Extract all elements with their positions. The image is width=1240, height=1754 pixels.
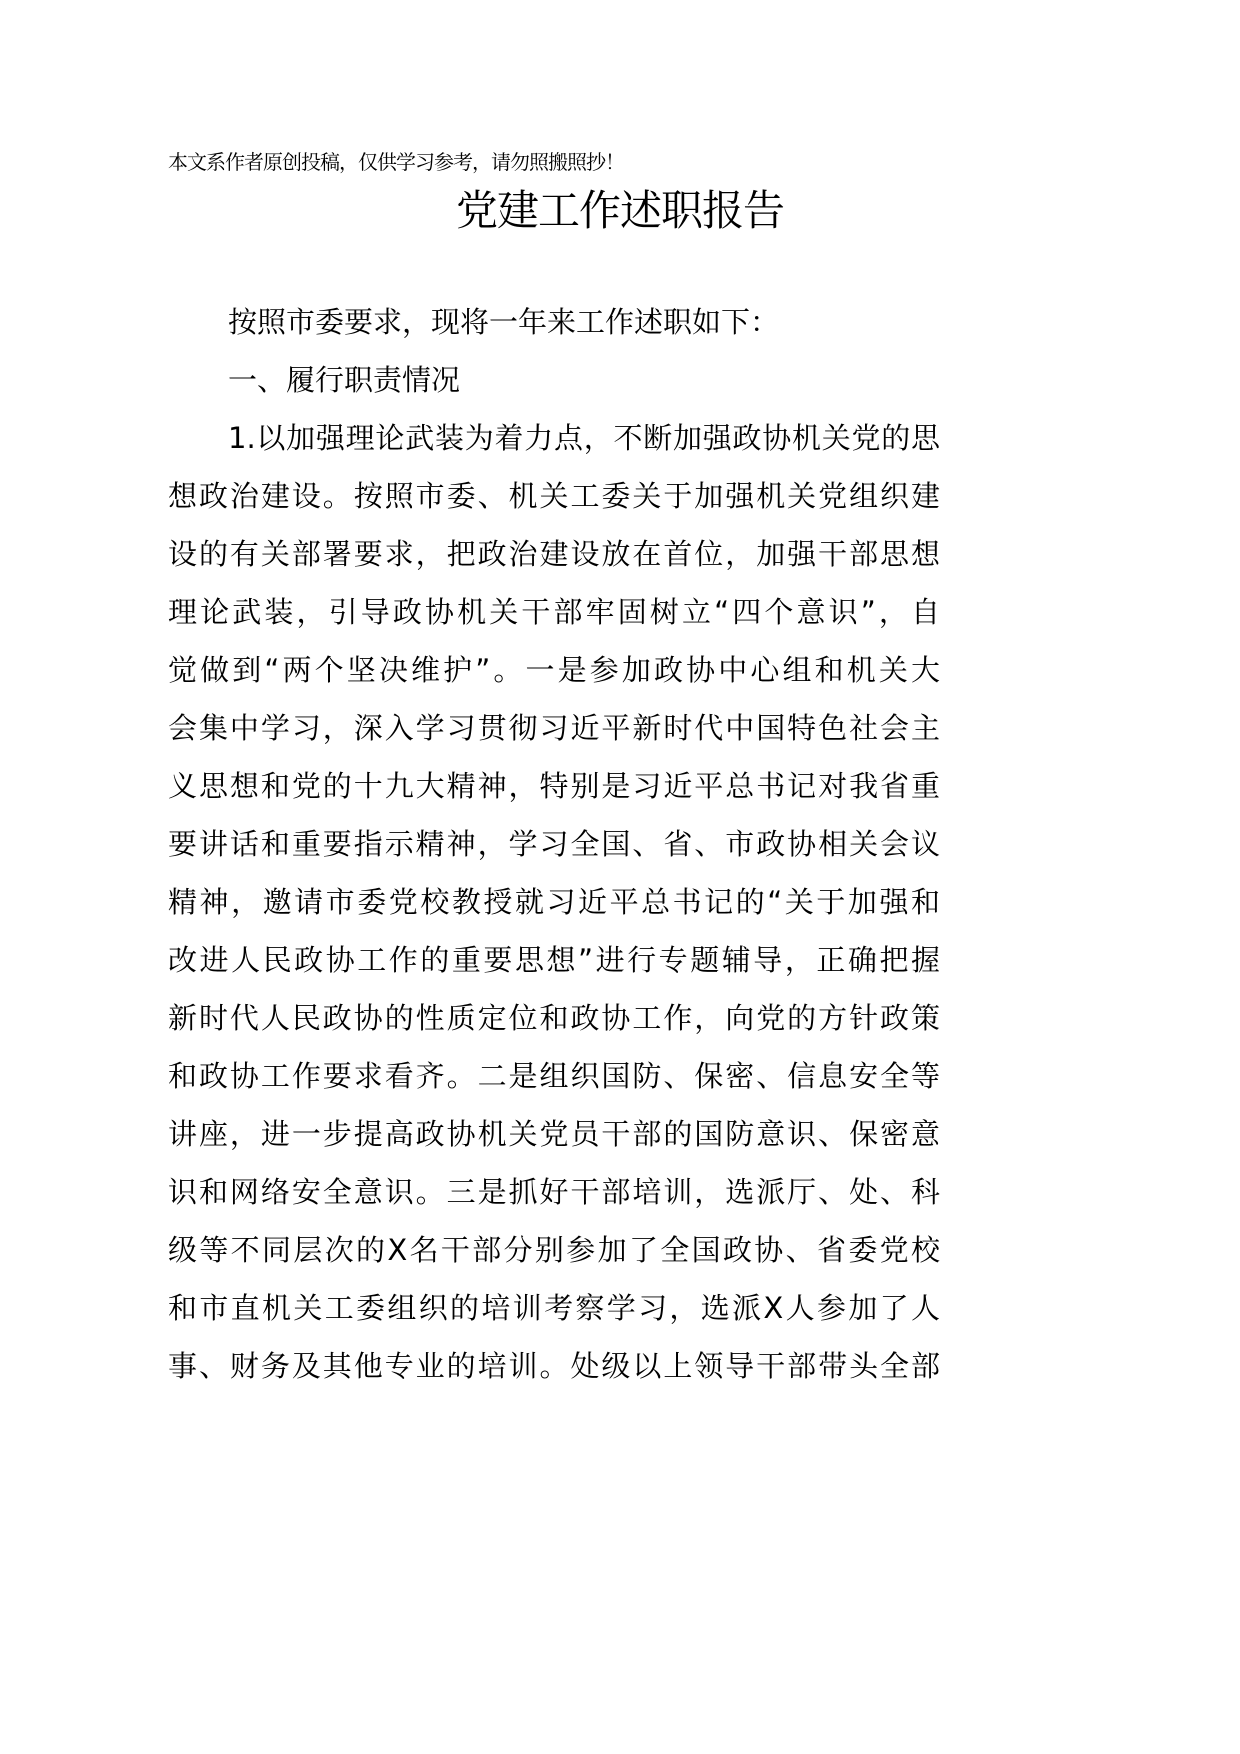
- paragraph-line: 想政治建设。按照市委、机关工委关于加强机关党组织建: [168, 479, 940, 513]
- paragraph-line: 改进人民政协工作的重要思想”进行专题辅导，正确把握: [168, 943, 940, 977]
- paragraph-line: 觉做到“两个坚决维护”。一是参加政协中心组和机关大: [168, 653, 940, 687]
- paragraph-1: [168, 416, 940, 1402]
- paragraph-line: 1.以加强理论武装为着力点，不断加强政协机关党的思: [228, 421, 940, 455]
- section-heading: 一、履行职责情况: [228, 363, 461, 397]
- paragraph-line: 事、财务及其他专业的培训。处级以上领导干部带头全部: [168, 1349, 940, 1383]
- document-title: 党建工作述职报告: [455, 186, 784, 235]
- paragraph-line: 和政协工作要求看齐。二是组织国防、保密、信息安全等: [168, 1059, 940, 1093]
- paragraph-line: 和市直机关工委组织的培训考察学习，选派X人参加了人: [168, 1291, 940, 1325]
- paragraph-line: 级等不同层次的X名干部分别参加了全国政协、省委党校: [168, 1233, 940, 1267]
- paragraph-line: 识和网络安全意识。三是抓好干部培训，选派厅、处、科: [168, 1175, 940, 1209]
- paragraph-line: 设的有关部署要求，把政治建设放在首位，加强干部思想: [168, 537, 940, 571]
- intro-paragraph: 按照市委要求，现将一年来工作述职如下：: [228, 305, 780, 339]
- paragraph-line: 义思想和党的十九大精神，特别是习近平总书记对我省重: [168, 769, 940, 803]
- paragraph-line: 要讲话和重要指示精神，学习全国、省、市政协相关会议: [168, 827, 940, 861]
- paragraph-line: 讲座，进一步提高政协机关党员干部的国防意识、保密意: [168, 1117, 940, 1151]
- document-body: [168, 300, 940, 1402]
- paragraph-line: 精神，邀请市委党校教授就习近平总书记的“关于加强和: [168, 885, 940, 919]
- paragraph-line: 会集中学习，深入学习贯彻习近平新时代中国特色社会主: [168, 711, 940, 745]
- paragraph-line: 新时代人民政协的性质定位和政协工作，向党的方针政策: [168, 1001, 940, 1035]
- copyright-notice: 本文系作者原创投稿，仅供学习参考，请勿照搬照抄！: [168, 150, 624, 174]
- paragraph-line: 理论武装，引导政协机关干部牢固树立“四个意识”，自: [168, 595, 940, 629]
